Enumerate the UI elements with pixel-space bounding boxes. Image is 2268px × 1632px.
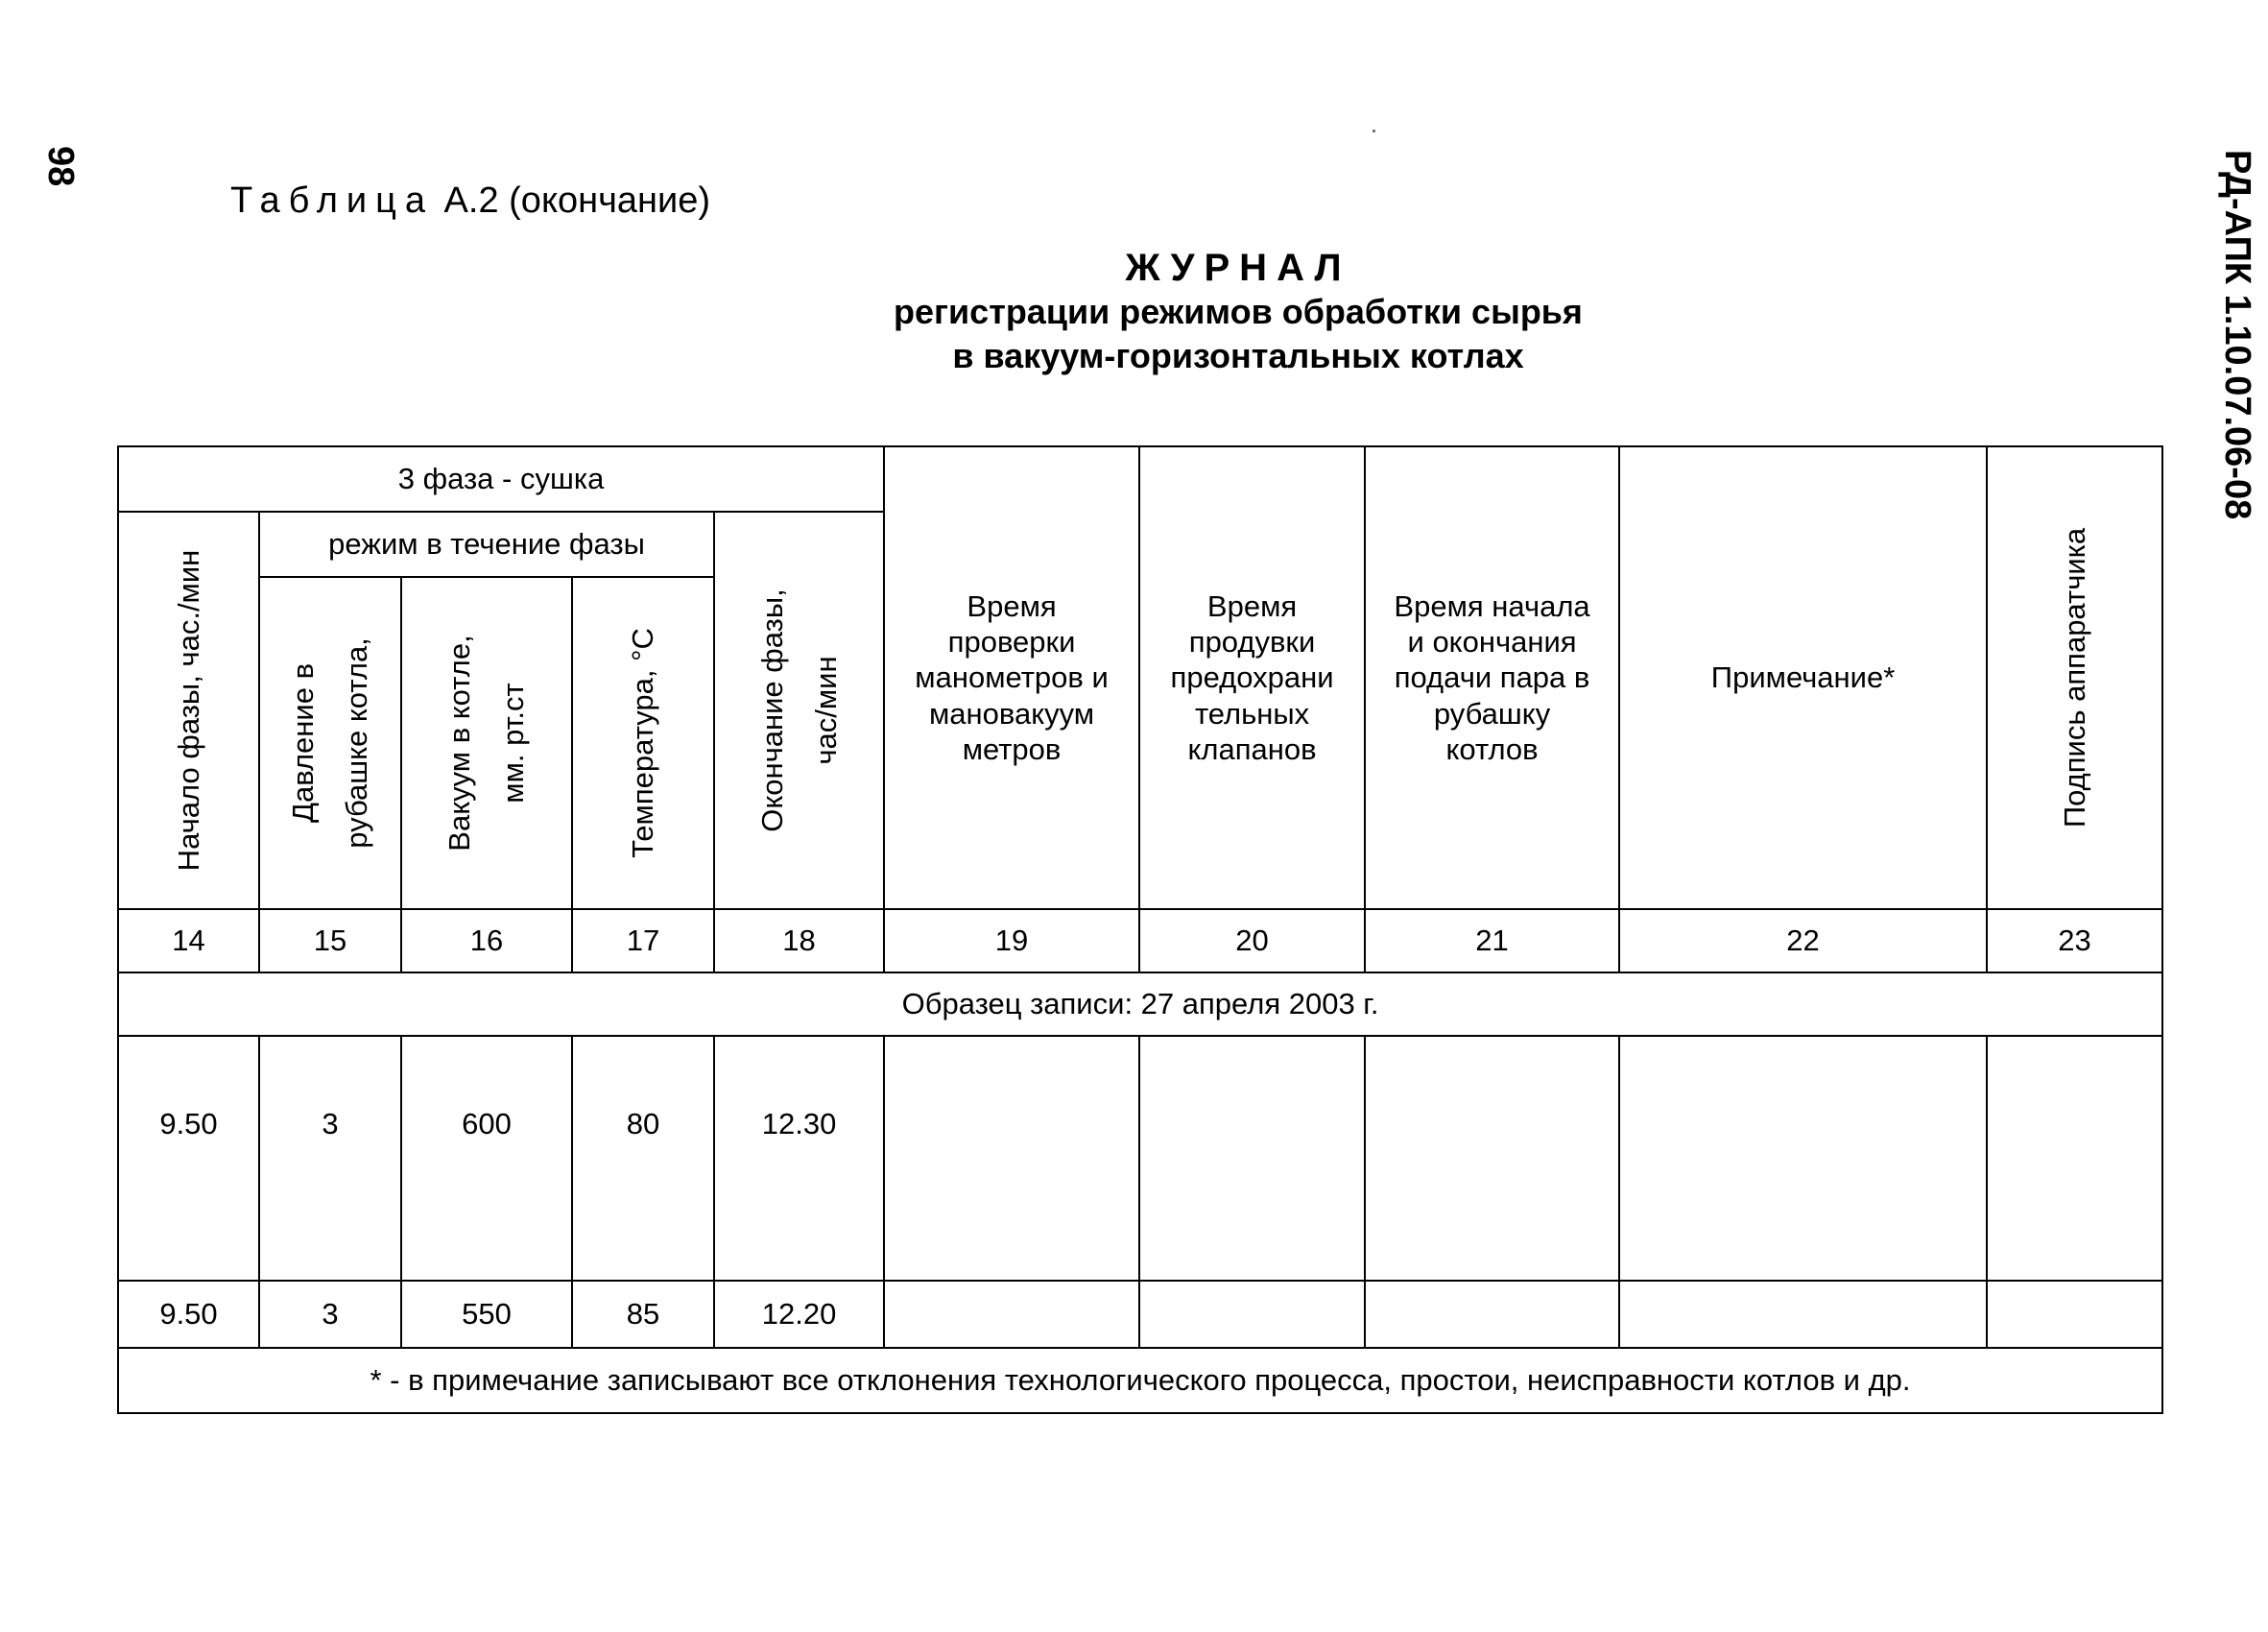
header-col-18-text [746, 588, 853, 832]
cell-pressure: 3 [259, 1281, 401, 1348]
cell-valve-purge [1139, 1036, 1365, 1281]
cell-phase-start: 9.50 [118, 1281, 259, 1348]
cell-temperature: 80 [572, 1036, 714, 1281]
caption-rest: А.2 (окончание) [434, 180, 711, 221]
cell-phase-start: 9.50 [118, 1036, 259, 1281]
journal-title [758, 246, 1718, 378]
cell-valve-purge [1139, 1281, 1365, 1348]
header-col-18 [714, 512, 884, 909]
header-col-17-text: Температура, °С [626, 628, 659, 858]
header-col-22: Примечание* [1619, 446, 1987, 909]
footnote-row [118, 1348, 2162, 1413]
sample-label: Образец записи: 27 апреля 2003 г. [118, 972, 2162, 1036]
column-number-row [118, 909, 2162, 972]
table-row [118, 1036, 2162, 1281]
cell-steam-supply [1365, 1281, 1619, 1348]
header-line: метров [962, 732, 1062, 766]
table-row [118, 1281, 2162, 1348]
header-row-1 [118, 446, 2162, 512]
header-col-14 [118, 512, 259, 909]
header-line: котлов [1445, 732, 1539, 766]
header-line: рубашку [1433, 696, 1551, 731]
header-line: манометров и [915, 660, 1109, 695]
column-number: 14 [118, 909, 259, 972]
header-col-15 [259, 577, 401, 909]
header-line: продувки [1188, 625, 1316, 660]
header-col-15-text [276, 637, 384, 849]
cell-vacuum: 550 [401, 1281, 572, 1348]
cell-manometer-check [884, 1036, 1139, 1281]
column-number: 16 [401, 909, 572, 972]
header-line: клапанов [1187, 732, 1317, 766]
scan-speck [1373, 130, 1375, 132]
header-col-16-text [433, 635, 540, 851]
title-main: ЖУРНАЛ [1125, 247, 1351, 289]
header-line: мановакуум [928, 696, 1095, 731]
header-line: мм. рт.ст [496, 683, 530, 804]
phase-header: 3 фаза - сушка [118, 446, 884, 512]
header-col-20 [1139, 446, 1365, 909]
column-number: 15 [259, 909, 401, 972]
column-number: 19 [884, 909, 1139, 972]
column-number: 23 [1987, 909, 2162, 972]
cell-manometer-check [884, 1281, 1139, 1348]
header-line: проверки [947, 625, 1076, 660]
header-col-16 [401, 577, 572, 909]
cell-signature [1987, 1036, 2162, 1281]
header-line: подачи пара в [1394, 660, 1590, 695]
header-col-23 [1987, 446, 2162, 909]
sample-label-row [118, 972, 2162, 1036]
title-line-3: в вакуум-горизонтальных котлах [952, 336, 1524, 375]
cell-vacuum: 600 [401, 1036, 572, 1281]
column-number: 21 [1365, 909, 1619, 972]
mode-header: режим в течение фазы [259, 512, 714, 577]
page-number: 98 [40, 146, 81, 187]
title-line-2: регистрации режимов обработки сырья [894, 292, 1583, 331]
header-col-14-text: Начало фазы, час./мин [171, 549, 205, 872]
header-line: Окончание фазы, [754, 588, 789, 832]
footnote: * - в примечание записывают все отклонения технологического процесса, простои, неисправности котлов и др. [118, 1348, 2162, 1413]
cell-steam-supply [1365, 1036, 1619, 1281]
column-number: 22 [1619, 909, 1987, 972]
table-caption [230, 180, 710, 222]
cell-note [1619, 1281, 1987, 1348]
header-line: Давление в [286, 662, 320, 824]
header-col-23-text: Подпись аппаратчика [2057, 527, 2091, 828]
header-line: и окончания [1407, 625, 1577, 660]
cell-phase-end: 12.30 [714, 1036, 884, 1281]
document-code: РД-АПК 1.10.07.06-08 [2217, 150, 2257, 520]
cell-phase-end: 12.20 [714, 1281, 884, 1348]
header-col-17 [572, 577, 714, 909]
header-line: Время [1206, 589, 1298, 624]
column-number: 17 [572, 909, 714, 972]
cell-pressure: 3 [259, 1036, 401, 1281]
header-line: рубашке котла, [340, 637, 373, 849]
header-line: тельных [1194, 696, 1310, 731]
header-col-19 [884, 446, 1139, 909]
cell-note [1619, 1036, 1987, 1281]
header-line: Время [967, 589, 1057, 624]
column-number: 18 [714, 909, 884, 972]
header-line: Вакуум в котле, [442, 635, 476, 852]
cell-signature [1987, 1281, 2162, 1348]
header-col-21 [1365, 446, 1619, 909]
cell-temperature: 85 [572, 1281, 714, 1348]
column-number: 20 [1139, 909, 1365, 972]
caption-word: Таблица [230, 180, 434, 221]
header-line: предохрани [1170, 660, 1334, 695]
journal-table [117, 445, 2163, 1414]
header-line: час/мин [808, 656, 843, 765]
header-line: Время начала [1394, 589, 1590, 624]
